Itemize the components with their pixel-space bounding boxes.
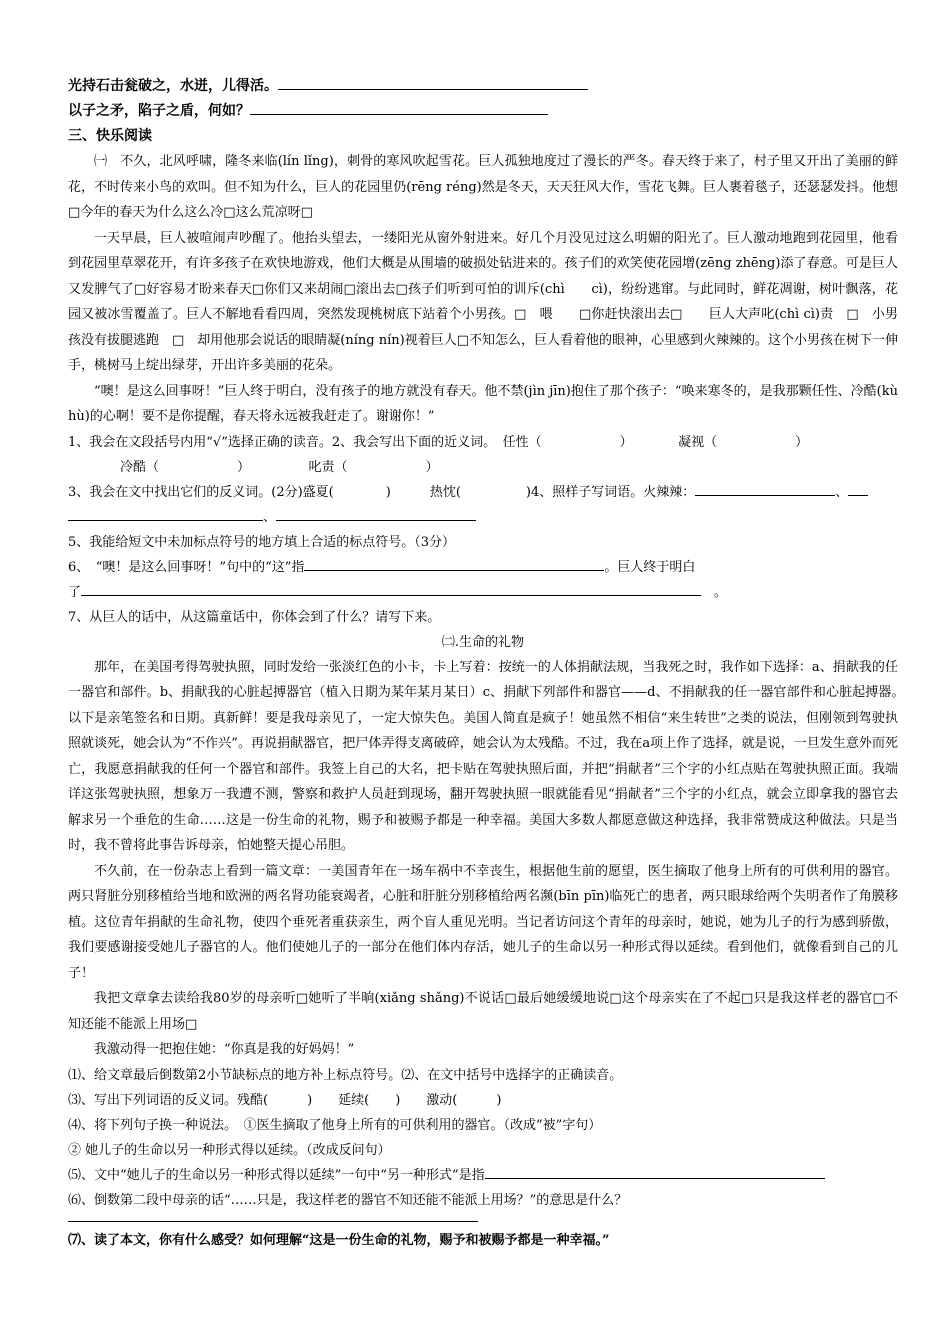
question-3-4: 3、我会在文中找出它们的反义词。(2分)盛夏( ) 热忱( )4、照样子写词语。火辣辣： 、 [68, 480, 898, 505]
passage1-paragraph-2: 一天早晨，巨人被喧闹声吵醒了。他抬头望去，一缕阳光从窗外射进来。好几个月没见过这么明媚的阳光了。巨人激动地跑到花园里，他看到花园里草翠花开，有许多孩子在欢快地游戏，他们大概是从围墙的破损处钻进来的。孩子们的欢笑使花园增(zēng zhēng)添了春意。可是巨人又发脾气了□好容易才盼来春天□你们又来胡闹□滚出去□孩子们听到可怕的训斥(chì cì)，纷纷逃窜。与此同时，鲜花凋谢，树叶飘落，花园又被冰雪覆盖了。巨人不解地看看四周，突然发现桃树底下站着个小男孩。□ 喂 □你赶快滚出去□ 巨人大声叱(chì cì)责 □ 小男孩没有拔腿逃跑 □ 却用他那会说话的眼睛凝(níng nín)视着巨人□不知怎么，巨人看着他的眼神，心里感到火辣辣的。这个小男孩在树下一伸手，桃树马上绽出绿芽，开出许多美丽的花朵。 [68, 230, 898, 373]
question-1-2: 1、我会在文段括号内用“√”选择正确的读音。2、我会写出下面的近义词。 任性（ ） 凝视（ ） [68, 434, 809, 450]
answer-blank[interactable] [276, 506, 476, 521]
passage2-paragraph-4: 我激动得一把抱住她：“你真是我的好妈妈！” [94, 1042, 355, 1057]
question-6: 6、 “噢！是这么回事呀！”句中的“这”指 。巨人终于明白 [68, 555, 898, 580]
answer-blank[interactable] [304, 556, 604, 571]
question-2-1: ⑴、给文章最后倒数第2小节缺标点的地方补上标点符号。⑵、在文中括号中选择字的正确读音。 [68, 1067, 623, 1083]
question-2-6: ⑹、倒数第二段中母亲的话“……只是，我这样老的器官不知还能不能派上用场？”的意思是什么？ [68, 1192, 628, 1208]
question-2-4: ⑷、将下列句子换一种说法。 ①医生摘取了他身上所有的可供利用的器官。（改成“被”字句） [68, 1117, 602, 1133]
answer-blank[interactable] [278, 75, 588, 90]
question-2-5: ⑸、文中“她儿子的生命以另一种形式得以延续”一句中“另一种形式”是指 [68, 1163, 898, 1188]
answer-blank[interactable] [485, 1164, 825, 1179]
answer-blank[interactable] [695, 481, 835, 496]
passage2-title: ㈡.生命的礼物 [441, 634, 525, 650]
answer-blank[interactable] [250, 100, 548, 115]
question-2-cont: 冷酷（ ） 叱责（ ） [68, 459, 439, 475]
question-2-4b: ② 她儿子的生命以另一种形式得以延续。（改成反问句） [68, 1142, 391, 1158]
answer-blank[interactable] [848, 481, 868, 496]
answer-line[interactable] [68, 1213, 478, 1222]
quote-line-2: 以子之矛，陷子之盾，何如？ [68, 99, 898, 124]
answer-blank[interactable] [68, 506, 263, 521]
passage2-paragraph-1: 那年，在美国考得驾驶执照，同时发给一张淡红色的小卡，卡上写着：按统一的人体捐献法规，当我死之时，我作如下选择：a、捐献我的任一器官和部件。b、捐献我的心脏起搏器官（植入日期为某年某月某日）c、捐献下列部件和器官——d、不捐献我的任一器官部件和心脏起搏器。 以下是亲笔签名和日期。真新鲜！要是我母亲见了，一定大惊失色。美国人简直是疯子！她虽然不相信“来生转世”之类的说法，但刚领到驾驶执照就谈死，她会认为“不作兴”。再说捐献器官，把尸体弄得支离破碎，她会认为太残酷。不过，我在a项上作了选择，就是说，一旦发生意外而死亡，我愿意捐献我的任何一个器官和部件。我签上自己的大名，把卡贴在驾驶执照后面，并把“捐献者”三个字的小红点贴在驾驶执照正面。我端详这张驾驶执照，想象万一我遭不测，警察和救护人员赶到现场，翻开驾驶执照一眼就能看见“捐献者”三个字的小红点，就会立即拿我的器官去解求另一个垂危的生命……这是一份生命的礼物，赐予和被赐予都是一种幸福。美国大多数人都愿意做这种选择，我非常赞成这种做法。只是当时，我不曾将此事告诉母亲，怕她整天提心吊胆。 [68, 659, 912, 853]
question-2-3: ⑶、写出下列词语的反义词。残酷( ) 延续( ) 激动( ) [68, 1092, 502, 1108]
question-4-blanks: 、 [68, 505, 898, 530]
passage2-paragraph-3: 我把文章拿去读给我80岁的母亲听□她听了半晌(xiǎng shǎng)不说话□最后她缓缓地说□这个母亲实在了不起□只是我这样老的器官□不知还能不能派上用场□ [68, 991, 898, 1032]
quote-line-1: 光持石击瓮破之，水迸，儿得活。 [68, 74, 898, 99]
question-2-7: ⑺、读了本文，你有什么感受？如何理解“这是一份生命的礼物，赐予和被赐予都是一种幸福。” [68, 1232, 610, 1248]
section-title: 三、快乐阅读 [68, 128, 152, 144]
question-7: 7、从巨人的话中，从这篇童话中，你体会到了什么？请写下来。 [68, 609, 441, 625]
passage2-paragraph-2: 不久前，在一份杂志上看到一篇文章：一美国青年在一场车祸中不幸丧生，根据他生前的愿望，医生摘取了他身上所有的可供利用的器官。两只肾脏分别移植给当地和欧洲的两名肾功能衰竭者，心脏和肝脏分别移植给两名濒(bīn pīn)临死亡的患者，两只眼球给两个失明者作了角膜移植。这位青年捐献的生命礼物，使四个垂死者重获亲生，两个盲人重见光明。当记者访问这个青年的母亲时，她说，她为儿子的行为感到骄傲，我们要感谢接受她儿子器官的人。他们使她儿子的一部分在他们体内存活，她儿子的生命以另一种形式得以延续。看到他们，就像看到自己的儿子！ [68, 863, 898, 981]
answer-blank[interactable] [81, 581, 701, 596]
passage1-paragraph-3: “噢！是这么回事呀！”巨人终于明白，没有孩子的地方就没有春天。他不禁(jìn jīn)抱住了那个孩子：“唤来寒冬的，是我那颗任性、冷酷(kù hù)的心啊！要不是你提醒，春天将永远被我赶走了。谢谢你！” [68, 383, 898, 424]
worksheet-page [68, 74, 912, 1253]
question-6-cont: 了 。 [68, 580, 898, 605]
question-5: 5、我能给短文中未加标点符号的地方填上合适的标点符号。（3分） [68, 534, 456, 550]
passage1-paragraph-1: ㈠ 不久，北风呼啸，隆冬来临(lín lǐng)，刺骨的寒风吹起雪花。巨人孤独地度过了漫长的严冬。春天终于来了，村子里又开出了美丽的鲜花，不时传来小鸟的欢叫。但不知为什么，巨人的花园里仍(rēng réng)然是冬天，天天狂风大作，雪花飞舞。巨人裹着毯子，还瑟瑟发抖。他想□今年的春天为什么这么冷□这么荒凉呀□ [68, 154, 898, 220]
